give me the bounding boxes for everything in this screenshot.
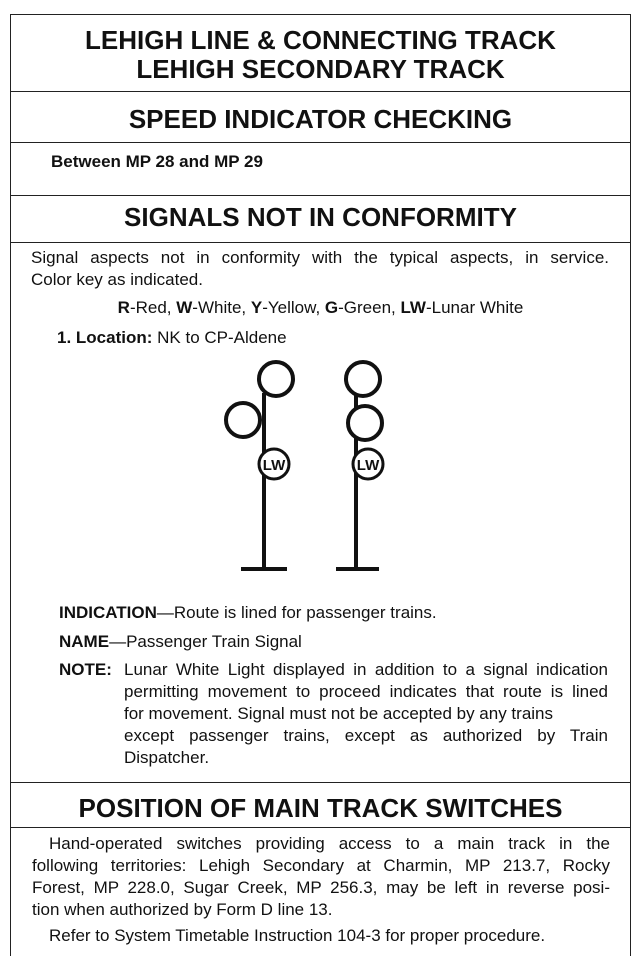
title-line-1: LEHIGH LINE & CONNECTING TRACK [85, 25, 556, 55]
name-label: NAME [59, 632, 110, 651]
switches-para-line: following territories: Lehigh Secondary at Charmin, MP 213.7, Rocky [32, 856, 610, 875]
indication-label: INDICATION [59, 603, 157, 622]
switches-para-line: Forest, MP 228.0, Sugar Creek, MP 256.3, may be left in reverse posi- [32, 878, 610, 897]
note-line: for movement. Signal must not be accepted by any trains [124, 704, 554, 723]
signals-intro-line-2: Color key as indicated. [31, 270, 203, 289]
divider [11, 782, 630, 783]
signals-intro-line-1: Signal aspects not in conformity with the typical aspects, in service. [31, 248, 609, 267]
signal-left-lw-label: LW [262, 457, 286, 474]
switches-refer: Refer to System Timetable Instruction 104-3 for proper procedure. [49, 926, 546, 945]
signal-right-top-light [346, 362, 380, 396]
switches-para-line: tion when authorized by Form D line 13. [32, 900, 333, 919]
signal-right-lw-label: LW [356, 457, 380, 474]
signals-heading: SIGNALS NOT IN CONFORMITY [124, 202, 517, 232]
indication-text: —Route is lined for passenger trains. [156, 603, 437, 622]
key-letter-w: W [176, 298, 193, 317]
speed-heading: SPEED INDICATOR CHECKING [128, 104, 513, 134]
location-label: 1. Location: [57, 328, 153, 347]
indication-line [59, 602, 437, 624]
location-value: NK to CP-Aldene [157, 328, 287, 347]
switches-heading: POSITION OF MAIN TRACK SWITCHES [78, 793, 563, 823]
key-word-white: -White, [192, 298, 251, 317]
note-line: Lunar White Light displayed in addition to a signal indication [124, 660, 608, 679]
name-line [59, 631, 302, 653]
note-label: NOTE: [59, 660, 112, 679]
key-letter-y: Y [250, 298, 263, 317]
note-line: Dispatcher. [124, 748, 210, 767]
signal-left-side-light [226, 403, 260, 437]
title-line-2: LEHIGH SECONDARY TRACK [136, 54, 505, 84]
name-text: —Passenger Train Signal [109, 632, 302, 651]
key-letter-lw: LW [400, 298, 426, 317]
signal-right-mid-light [348, 406, 382, 440]
key-word-yellow: -Yellow, [262, 298, 325, 317]
note-line: except passenger trains, except as authorized by Train [124, 726, 608, 745]
signal-diagram [11, 15, 632, 615]
divider [11, 827, 630, 828]
switches-para-line: Hand-operated switches providing access to a main track in the [49, 834, 610, 853]
note-line: permitting movement to proceed indicates that route is lined [124, 682, 608, 701]
key-word-lunar-white: -Lunar White [425, 298, 524, 317]
signal-right [336, 362, 383, 569]
signal-left [226, 362, 293, 569]
key-word-green: -Green, [338, 298, 401, 317]
signal-left-top-light [259, 362, 293, 396]
timetable-page [10, 14, 631, 956]
key-word-red: -Red, [129, 298, 177, 317]
key-letter-r: R [117, 298, 130, 317]
key-letter-g: G [324, 298, 339, 317]
speed-body: Between MP 28 and MP 29 [51, 152, 263, 171]
